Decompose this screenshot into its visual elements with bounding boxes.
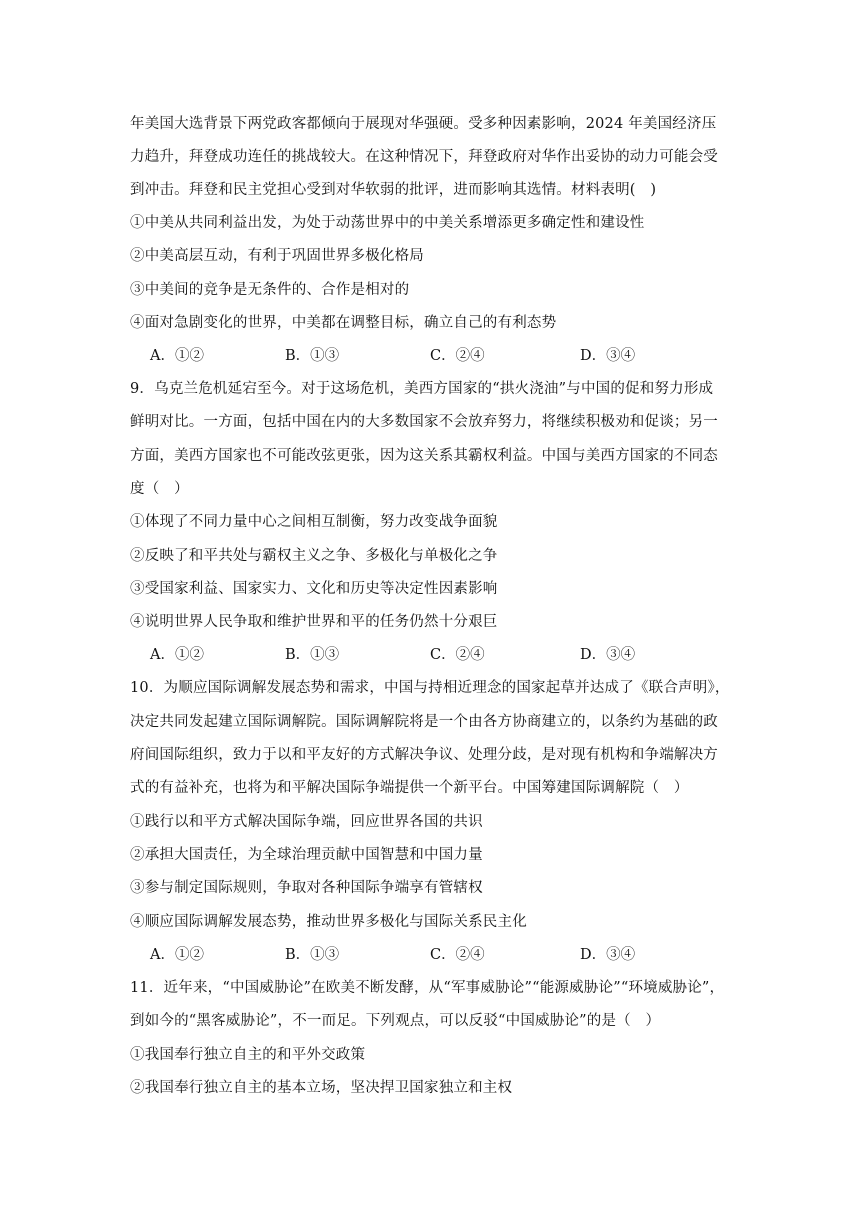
q11-stem-line-2: 到如今的“黑客威胁论”，不一而足。下列观点，可以反驳“中国威胁论”的是（ ） — [130, 1013, 661, 1029]
q8-option-3: ③中美间的竞争是无条件的、合作是相对的 — [130, 282, 410, 298]
q9-choices — [150, 645, 710, 665]
q8-stem-line-1: 年美国大选背景下两党政客都倾向于展现对华强硬。受多种因素影响，2024 年美国经济压 — [130, 116, 717, 132]
q8-choice-c[interactable]: C．②④ — [430, 348, 485, 364]
q8-stem-line-3: 到冲击。拜登和民主党担心受到对华软弱的批评，进而影响其选情。材料表明( ) — [130, 182, 657, 198]
q8-choice-d[interactable]: D．③④ — [580, 348, 636, 364]
q11-option-2: ②我国奉行独立自主的基本立场，坚决捍卫国家独立和主权 — [130, 1080, 513, 1096]
q9-choice-c[interactable]: C．②④ — [430, 647, 485, 663]
q8-choice-a[interactable]: A．①② — [150, 348, 204, 364]
q9-choice-a[interactable]: A．①② — [150, 647, 204, 663]
q10-option-4: ④顺应国际调解发展态势，推动世界多极化与国际关系民主化 — [130, 914, 527, 930]
q9-option-4: ④说明世界人民争取和维护世界和平的任务仍然十分艰巨 — [130, 614, 498, 630]
q11-option-1: ①我国奉行独立自主的和平外交政策 — [130, 1047, 366, 1063]
q9-option-1: ①体现了不同力量中心之间相互制衡，努力改变战争面貌 — [130, 514, 498, 530]
q10-choice-c[interactable]: C．②④ — [430, 947, 485, 963]
q10-choices — [150, 945, 710, 965]
q10-choice-d[interactable]: D．③④ — [580, 947, 636, 963]
q9-option-2: ②反映了和平共处与霸权主义之争、多极化与单极化之争 — [130, 548, 498, 564]
q8-option-4: ④面对急剧变化的世界，中美都在调整目标，确立自己的有利态势 — [130, 315, 557, 331]
q9-stem-line-3: 方面，美西方国家也不可能改弦更张，因为这关系其霸权利益。中国与美西方国家的不同态 — [130, 448, 718, 464]
q9-option-3: ③受国家利益、国家实力、文化和历史等决定性因素影响 — [130, 581, 498, 597]
q10-stem-line-2: 决定共同发起建立国际调解院。国际调解院将是一个由各方协商建立的，以条约为基础的政 — [130, 714, 718, 730]
q10-option-1: ①践行以和平方式解决国际争端，回应世界各国的共识 — [130, 814, 483, 830]
q9-choice-b[interactable]: B．①③ — [285, 647, 340, 663]
q8-stem-line-2: 力趋升，拜登成功连任的挑战较大。在这种情况下，拜登政府对华作出妥协的动力可能会受 — [130, 149, 718, 165]
q8-choices — [150, 346, 710, 366]
q10-choice-a[interactable]: A．①② — [150, 947, 204, 963]
q9-stem-line-1: 9．乌克兰危机延宕至今。对于这场危机，美西方国家的“拱火浇油”与中国的促和努力形成 — [130, 381, 714, 397]
q8-option-2: ②中美高层互动，有利于巩固世界多极化格局 — [130, 248, 424, 264]
q10-choice-b[interactable]: B．①③ — [285, 947, 340, 963]
q9-choice-d[interactable]: D．③④ — [580, 647, 636, 663]
q8-choice-b[interactable]: B．①③ — [285, 348, 340, 364]
q11-stem-line-1: 11．近年来，“中国威胁论”在欧美不断发酵，从“军事威胁论”“能源威胁论”“环境威胁论”， — [130, 980, 725, 996]
q10-stem-line-4: 式的有益补充，也将为和平解决国际争端提供一个新平台。中国筹建国际调解院（ ） — [130, 780, 689, 796]
q8-option-1: ①中美从共同利益出发，为处于动荡世界中的中美关系增添更多确定性和建设性 — [130, 215, 645, 231]
q10-option-3: ③参与制定国际规则，争取对各种国际争端享有管辖权 — [130, 880, 483, 896]
q9-stem-line-2: 鲜明对比。一方面，包括中国在内的大多数国家不会放弃努力，将继续积极劝和促谈；另一 — [130, 414, 718, 430]
q10-stem-line-3: 府间国际组织，致力于以和平友好的方式解决争议、处理分歧，是对现有机构和争端解决方 — [130, 747, 718, 763]
q9-stem-line-4: 度（ ） — [130, 481, 189, 497]
q10-option-2: ②承担大国责任，为全球治理贡献中国智慧和中国力量 — [130, 847, 483, 863]
q10-stem-line-1: 10．为顺应国际调解发展态势和需求，中国与持相近理念的国家起草并达成了《联合声明》， — [130, 680, 730, 696]
